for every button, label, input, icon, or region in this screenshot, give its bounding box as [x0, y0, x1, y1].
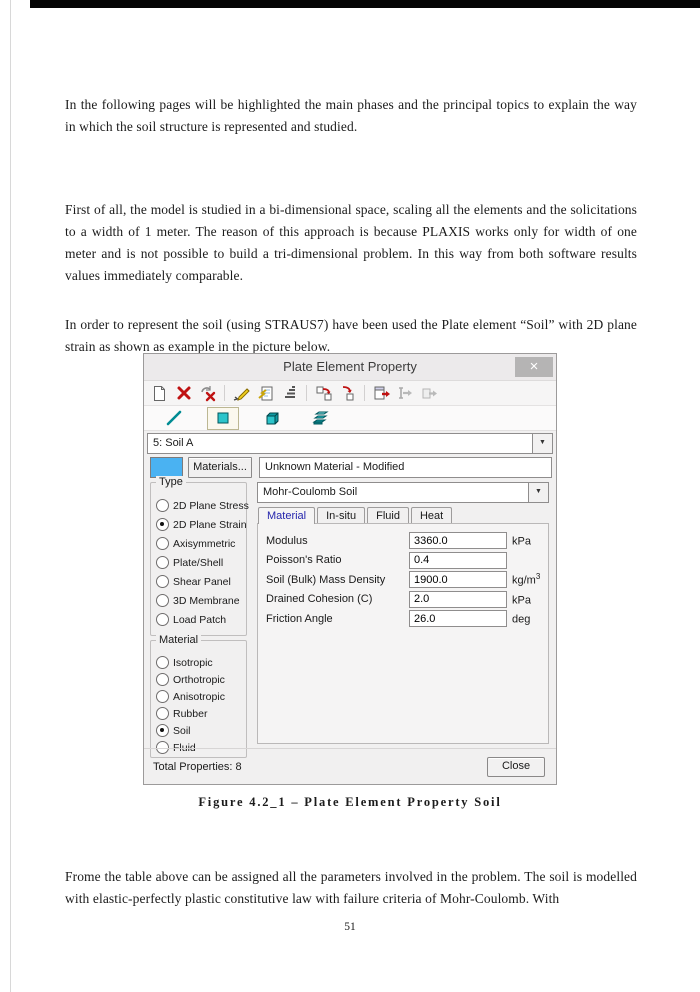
import-property-icon[interactable] [395, 383, 416, 403]
radio-isotropic[interactable]: Isotropic [156, 654, 246, 671]
field-row-friction-angle: Friction Angle 26.0 deg [258, 609, 548, 629]
copy-from-library-icon[interactable] [255, 383, 276, 403]
field-row-mass-density: Soil (Bulk) Mass Density 1900.0 $kg/m^3$ [258, 570, 548, 590]
dialog-main-area [144, 476, 556, 754]
radio-axisymmetric[interactable]: Axisymmetric [156, 534, 246, 553]
new-property-icon[interactable] [149, 383, 170, 403]
drained-cohesion-input[interactable] [409, 591, 507, 608]
radio-load-patch[interactable]: Load Patch [156, 610, 246, 629]
radio-icon[interactable] [156, 673, 169, 686]
radio-icon[interactable] [156, 518, 169, 531]
radio-icon[interactable] [156, 499, 169, 512]
total-properties-label: Total Properties: 8 [153, 760, 242, 773]
poissons-ratio-input[interactable] [409, 552, 507, 569]
transfer-property-icon[interactable] [419, 383, 440, 403]
tab-heat[interactable]: Heat [411, 507, 452, 524]
tab-in-situ[interactable]: In-situ [317, 507, 365, 524]
radio-plate-shell[interactable]: Plate/Shell [156, 553, 246, 572]
materials-button[interactable]: Materials... [188, 457, 252, 478]
radio-icon[interactable] [156, 613, 169, 626]
tab-strip [258, 507, 549, 524]
edit-property-icon[interactable] [231, 383, 252, 403]
radio-icon[interactable] [156, 556, 169, 569]
radio-icon[interactable] [156, 537, 169, 550]
radio-icon[interactable] [156, 656, 169, 669]
left-column [150, 476, 249, 754]
dialog-titlebar [144, 354, 556, 381]
brick-element-tool[interactable] [256, 407, 288, 430]
plate-element-tool[interactable] [207, 407, 239, 430]
field-row-drained-cohesion: Drained Cohesion (C) 2.0 kPa [258, 590, 548, 610]
radio-2d-plane-strain[interactable]: 2D Plane Strain [156, 515, 246, 534]
material-group-label: Material [156, 634, 201, 646]
radio-fluid[interactable]: Fluid [156, 739, 246, 756]
material-name-field[interactable]: Unknown Material - Modified [259, 457, 552, 478]
property-selector[interactable] [147, 433, 553, 454]
type-group-label: Type [156, 476, 186, 488]
property-selector-value: 5: Soil A [153, 437, 194, 449]
element-type-toolbar [144, 406, 556, 431]
close-button[interactable]: Close [487, 757, 545, 777]
delete-property-icon[interactable] [173, 383, 194, 403]
dialog-statusbar [144, 748, 556, 784]
right-column [257, 480, 549, 748]
radio-icon[interactable] [156, 690, 169, 703]
paragraph: First of all, the model is studied in a bi-dimensional space, scaling all the elements and the solicitations to a width of 1 meter. The reason of this approach is because PLAXIS works only for width of one meter and is not possible to build a tri-dimensional problem. In this way from both software results values immediately comparable. [65, 201, 637, 283]
modulus-input[interactable] [409, 532, 507, 549]
radio-orthotropic[interactable]: Orthotropic [156, 671, 246, 688]
radio-shear-panel[interactable]: Shear Panel [156, 572, 246, 591]
paste-property-icon[interactable] [337, 383, 358, 403]
radio-anisotropic[interactable]: Anisotropic [156, 688, 246, 705]
toolbar-separator [364, 385, 365, 401]
radio-icon[interactable] [156, 707, 169, 720]
chevron-down-icon[interactable] [528, 483, 548, 502]
material-tab-panel [257, 523, 549, 744]
tab-fluid[interactable]: Fluid [367, 507, 409, 524]
material-groupbox [150, 634, 247, 758]
radio-soil[interactable]: Soil [156, 722, 246, 739]
copy-property-icon[interactable] [313, 383, 334, 403]
page-number: 51 [344, 921, 356, 933]
toolbar-separator [306, 385, 307, 401]
paragraph: In the following pages will be highlighted the main phases and the principal topics to explain the way in which the soil structure is represented and studied. [65, 96, 637, 134]
radio-icon[interactable] [156, 724, 169, 737]
property-toolbar [144, 381, 556, 406]
radio-icon[interactable] [156, 594, 169, 607]
property-color-swatch[interactable] [150, 457, 183, 478]
radio-3d-membrane[interactable]: 3D Membrane [156, 591, 246, 610]
paragraph: Frome the table above can be assigned all the parameters involved in the problem. The soil is modelled with elastic-perfectly plastic constitutive law with failure criteria of Mohr-Coulomb. With [65, 868, 637, 906]
purge-unused-icon[interactable] [197, 383, 218, 403]
radio-2d-plane-stress[interactable]: 2D Plane Stress [156, 496, 246, 515]
page-edge-line [10, 0, 11, 992]
radio-rubber[interactable]: Rubber [156, 705, 246, 722]
chevron-down-icon[interactable] [532, 434, 552, 453]
figure-caption: Figure 4.2_1 – Plate Element Property Soil [198, 795, 502, 809]
field-row-modulus: Modulus 3360.0 kPa [258, 531, 548, 551]
material-model-selector[interactable] [257, 482, 549, 503]
material-model-value: Mohr-Coulomb Soil [263, 486, 358, 498]
material-row [150, 457, 552, 478]
plate-element-property-dialog [143, 353, 557, 785]
dialog-title: Plate Element Property [283, 359, 417, 374]
beam-element-tool[interactable] [158, 407, 190, 430]
type-groupbox [150, 476, 249, 636]
close-icon[interactable] [515, 357, 553, 377]
export-property-icon[interactable] [371, 383, 392, 403]
toolbar-separator [224, 385, 225, 401]
laminate-element-tool[interactable] [305, 407, 337, 430]
field-row-poissons-ratio: Poisson's Ratio 0.4 [258, 551, 548, 571]
mass-density-input[interactable] [409, 571, 507, 588]
tab-material[interactable]: Material [258, 507, 315, 524]
paragraph: In order to represent the soil (using STRAUS7) have been used the Plate element “Soil” with 2D plane strain as shown as example in the picture below. [65, 316, 637, 354]
friction-angle-input[interactable] [409, 610, 507, 627]
radio-icon[interactable] [156, 575, 169, 588]
sort-properties-icon[interactable] [279, 383, 300, 403]
scan-top-bar [30, 0, 700, 8]
